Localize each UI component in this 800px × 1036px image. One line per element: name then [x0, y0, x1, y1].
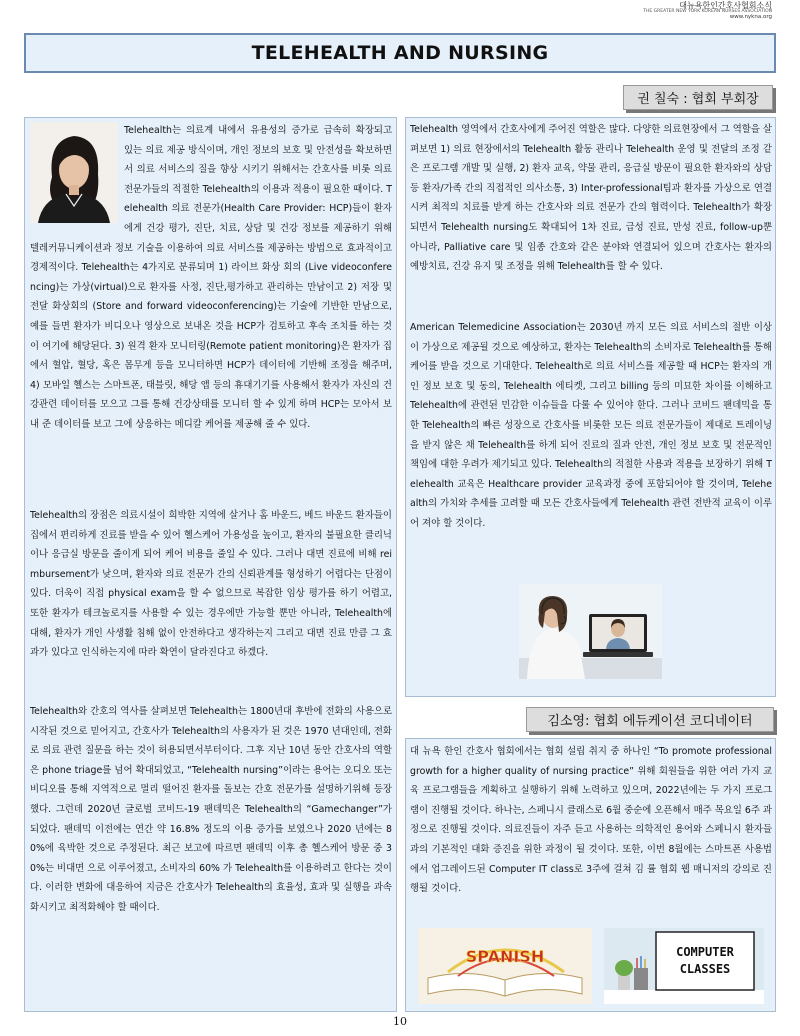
article-paragraph: American Telemedicine Association는 2030년 까지 모든 의료 서비스의 절반 이상이 가상으로 제공될 것으로 예상하고, 환자는 Telehealth의 소비자로 Telehealth를 통해 케어를 받을 것으로 기대한다. Telehealth로 의료 서비스를 제공할 때 HCP는 환자의 개인 정보 보호 및 동의, Telehealth 에티켓, 그리고 billing 등의 미묘한 차이를 이해하고 Telehealth에 관련된 민감한 이슈들을 다룰 수 있어야 한다. 그러나 코비드 팬데믹을 통한 Telehealth의 빠른 성장으로 간호사를 비롯한 모든 의료 전문가들이 제대로 트레이닝을 받지 않은 채 Telehealth를 하게 되어 진료의 질과 안전, 개인 정보 보호 및 전문적인 책임에 대한 우려가 제기되고 있다. Telehealth의 적절한 사용과 적용을 보장하기 위해 Telehealth 교육은 Healthcare provider 교육과정 중에 포함되어야 할 것이며, Telehealth의 가치와 추세를 고려할 때 모든 간호사들에게 Telehealth 관련 전반적 교육이 이루어 져야 할 것이다. — [410, 322, 772, 529]
paragraph-text: Telehealth는 의료계 내에서 유용성의 증가로 급속히 확장되고 있는 의료 제공 방식이며, 개인 정보의 보호 및 안전성을 확보하면서 의료 서비스의 질을 향상 시키기 위해서는 간호사를 비롯 의료 전문가들의 적절한 Telehealth의 이용과 적용이 필요한 때이다. Telehealth 의료 전문가(Health Care Provider: HCP)들이 환자에게 건강 평가, 진단, 치료, 상담 및 건강 정보를 제공하기 위해 텔레커뮤니케이션과 정보 기술을 이용하여 의료 서비스를 제공하는 방법으로 효과적이고 경제적이다. Telehealth는 4가지로 분류되며 1) 라이브 화상 회의 (Live videoconferencing)는 가상(virtual)으로 환자를 사정, 진단,평가하고 관리하는 만남이고 2) 저장 및 전달 화상회의 (Store and forward videoconferencing)는 기술에 기반한 만남으로, 예를 들면 환자가 비디오나 영상으로 보내온 것을 HCP가 검토하고 후속 조치를 하는 것이 여기에 해당된다. 3) 원격 환자 모니터링(Remote patient monitoring)은 환자가 집에서 혈압, 혈당, 혹은 몸무게 등을 모니터하면 HCP가 데이터에 기반해 조정을 해주며, 4) 모바일 헬스는 스마트폰, 태블릿, 해당 앱 등의 휴대기기를 사용해서 환자가 자신의 건강관련 데이터를 모으고 그를 통해 건강상태를 모니터 할 수 있게 하며 HCP는 모아서 보내 준 데이터를 보고 그에 상응하는 메디칼 케어를 제공해 줄 수 있다. — [30, 125, 392, 430]
computer-classes-photo — [604, 928, 764, 1004]
article-paragraph: Telehealth 영역에서 간호사에게 주어진 역할은 많다. 다양한 의료현장에서 그 역할을 살펴보면 1) 의료 현장에서의 Telehealth 활동 관리나 Telehealth 운영 및 전달의 조정 같은 프로그램 개발 및 실행, 2) 환자 교육, 약물 관리, 응급실 방문이 필요한 환자와의 상담 등 환자/가족 간의 직접적인 의사소통, 3) Inter-professional팀과 환자를 가상으로 연결시켜 최적의 치료를 받게 하는 간호사와 의료 전문가 간의 협력이다. Telehealth가 확장되면서 Telehealth nursing도 확대되어 1차 진료, 급성 진료, 만성 진료, follow-up뿐 아니라, Palliative care 및 임종 간호와 같은 분야와 연결되어 있으며 간호사는 환자의 예방치료, 건강 유지 및 조정을 위해 Telehealth를 할 수 있다. — [410, 124, 772, 273]
masthead-subtitle: THE GREATER NEW YORK KOREAN NURSES ASSOCIATION — [643, 9, 772, 15]
page-title: TELEHEALTH AND NURSING — [251, 42, 549, 64]
computer-image-line2: CLASSES — [679, 962, 731, 976]
page-number: 10 — [393, 1015, 407, 1028]
article-paragraph: Telehealth의 장점은 의료시설이 희박한 지역에 살거나 홈 바운드, 베드 바운드 환자들이 집에서 편리하게 진료를 받을 수 있어 헬스케어 가용성을 높이고, 환자의 불필요한 클리닉이나 응급실 방문을 줄이게 되어 케어 비용을 줄일 수 있다. 그러나 대면 진료에 비해 reimbursement가 낮으며, 환자와 의료 전문가 간의 신뢰관계를 형성하기 어렵다는 단점이 있다. 더욱이 직접 physical exam을 할 수 없으므로 복잡한 임상 평가를 하기 어렵고, 또한 환자가 테크놀로지를 사용할 수 있는 경우에만 가능할 뿐만 아니라, Telehealth에 대해, 환자가 개인 사생활 침해 없이 안전하다고 생각하는지 그리고 대면 진료 만큼 그 효과가 있다고 인식하는지에 따라 확연이 달라진다고 하겠다. — [30, 510, 392, 659]
computer-image-line1: COMPUTER — [676, 945, 734, 959]
article-paragraph: 대 뉴욕 한인 간호사 협회에서는 협회 설립 취지 중 하나인 “To promote professional growth for a higher quality of nursing practice” 위해 회원들을 위한 여러 가지 교육 프로그램들을 계획하고 실행하기 위해 노력하고 있으며, 2022년에는 두 가지 프로그램이 진행될 것이다. 하나는, 스페니시 클래스로 6월 중순에 오픈해서 매주 목요일 6주 과정으로 진행될 것이다. 의료진들이 자주 듣고 사용하는 의학적인 용어와 스페니시 환자들과의 기본적인 대화 증진을 위한 과정이 될 것이다. 또한, 이번 8월에는 스마트폰 사용법에서 업그레이드된 Computer IT class로 3주에 걸쳐 김 률 협회 웹 매니저의 강의로 진행될 것이다. — [410, 746, 772, 895]
telehealth-nurse-photo — [519, 584, 662, 679]
masthead — [643, 2, 772, 21]
spanish-class-photo — [418, 928, 592, 1004]
spanish-image-text: SPANISH — [465, 947, 545, 966]
article-paragraph — [30, 121, 392, 435]
byline-author-1: 권 칠숙 : 협회 부회장 — [623, 85, 773, 110]
masthead-url: www.nykna.org — [729, 14, 772, 21]
title-banner — [24, 33, 776, 73]
article-paragraph: Telehealth와 간호의 역사를 살펴보면 Telehealth는 1800년대 후반에 전화의 사용으로 시작된 것으로 믿어지고, 간호사가 Telehealth의 사용자가 된 것은 1970 년대인데, 전화로 의료 관련 질문을 하는 것이 허용되면서부터이다. 그후 지난 10년 동안 간호사의 역할은 phone triage를 넘어 확대되었고, “Telehealth nursing”이라는 용어는 오디오 또는 비디오를 통해 지역적으로 멀리 떨어진 환자를 돌보는 간호 전문가를 설명하기위해 등장했다. 그런데 2020년 글로벌 코비드-19 팬데믹은 Telehealth의 “Gamechanger”가 되었다. 팬데믹 이전에는 연간 약 16.8% 정도의 이용 증가를 보였으나 2020 년에는 80%에 육박한 것으로 주정된다. 최근 보고에 따르면 팬데믹 이후 총 헬스케어 방문 중 30%는 비대면 으로 이루어졌고, 소비자의 60% 가 Telehealth를 이용하려고 한다는 것이다. 이러한 변화에 대응하여 지금은 간호사가 Telehealth의 효율성, 효과 및 실행을 과속화시키고 최적화해야 할 때이다. — [30, 706, 392, 913]
author-portrait-photo — [30, 122, 118, 223]
byline-author-2: 김소영: 협회 에듀케이션 코디네이터 — [526, 707, 774, 732]
masthead-title: 대뉴욕한인간호사협회소식 — [679, 1, 772, 10]
